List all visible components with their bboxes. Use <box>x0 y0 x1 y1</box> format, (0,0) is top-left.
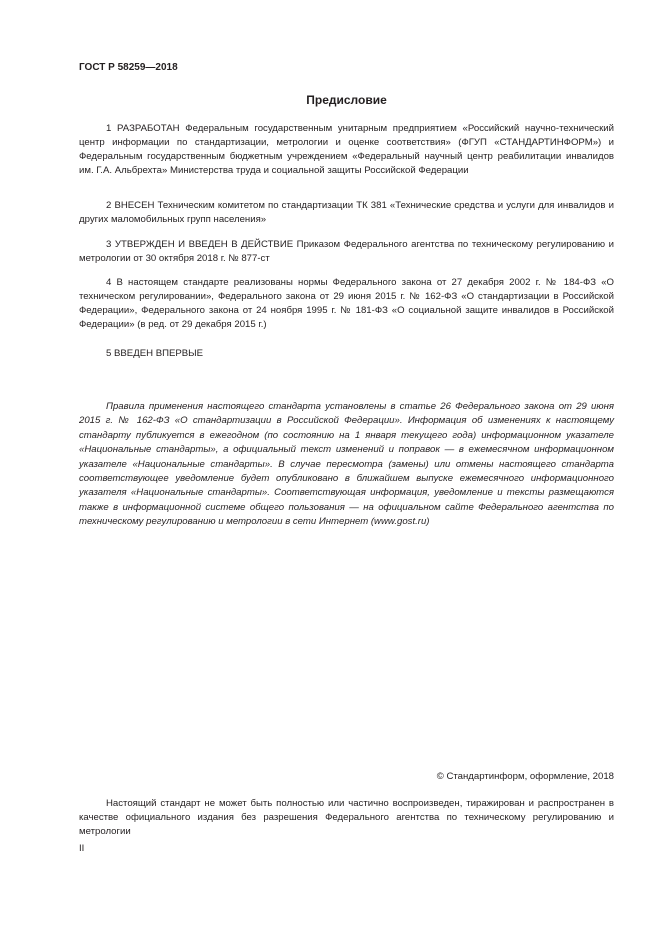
preface-title: Предисловие <box>306 93 387 107</box>
preface-item-1: 1 РАЗРАБОТАН Федеральным государственным унитарным предприятием «Российский научно-технический центр информации по стандартизации, метрологии и оценке соответствия» (ФГУП «СТАНДАРТИНФОРМ») и Федеральным государственным бюджетным учреждением «Федеральный научный центр реабилитации инвалидов им. Г.А. Альбрехта» Министерства труда и социальной защиты Российской Федерации <box>79 123 614 176</box>
copyright-line: © Стандартинформ, оформление, 2018 <box>436 771 614 782</box>
document-code: ГОСТ Р 58259—2018 <box>79 62 178 73</box>
page-number: II <box>79 843 85 854</box>
preface-item-3: 3 УТВЕРЖДЕН И ВВЕДЕН В ДЕЙСТВИЕ Приказом Федерального агентства по техническому регулированию и метрологии от 30 октября 2018 г. № 877-ст <box>79 239 614 264</box>
preface-item-4: 4 В настоящем стандарте реализованы нормы Федерального закона от 27 декабря 2002 г. № 184-ФЗ «О техническом регулировании», Федерального закона от 29 июня 2015 г. № 162-ФЗ «О стандартизации в Российской Федерации», Федерального закона от 24 ноября 1995 г. № 181-ФЗ «О социальной защите инвалидов в Российской Федерации» (в ред. от 29 декабря 2015 г.) <box>79 277 614 330</box>
preface-item-5: 5 ВВЕДЕН ВПЕРВЫЕ <box>106 348 204 359</box>
application-rules-notice: Правила применения настоящего стандарта установлены в статье 26 Федерального закона от 29 июня 2015 г. № 162-ФЗ «О стандартизации в Российской Федерации». Информация об изменениях к настоящему стандарту публикуется в ежегодном (по состоянию на 1 января текущего года) информационном указателе «Национальные стандарты», а официальный текст изменений и поправок — в ежемесячном информационном указателе «Национальные стандарты». В случае пересмотра (замены) или отмены настоящего стандарта соответствующее уведомление будет опубликовано в ближайшем выпуске ежемесячного информационного указателя «Национальные стандарты». Соответствующая информация, уведомление и тексты размещаются также в информационной системе общего пользования — на официальном сайте Федерального агентства по техническому регулированию и метрологии в сети Интернет (www.gost.ru) <box>79 401 614 528</box>
preface-item-2: 2 ВНЕСЕН Техническим комитетом по стандартизации ТК 381 «Технические средства и услуги для инвалидов и других маломобильных групп населения» <box>79 200 614 225</box>
reproduction-notice: Настоящий стандарт не может быть полностью или частично воспроизведен, тиражирован и распространен в качестве официального издания без разрешения Федерального агентства по техническому регулированию и метрологии <box>79 798 614 837</box>
